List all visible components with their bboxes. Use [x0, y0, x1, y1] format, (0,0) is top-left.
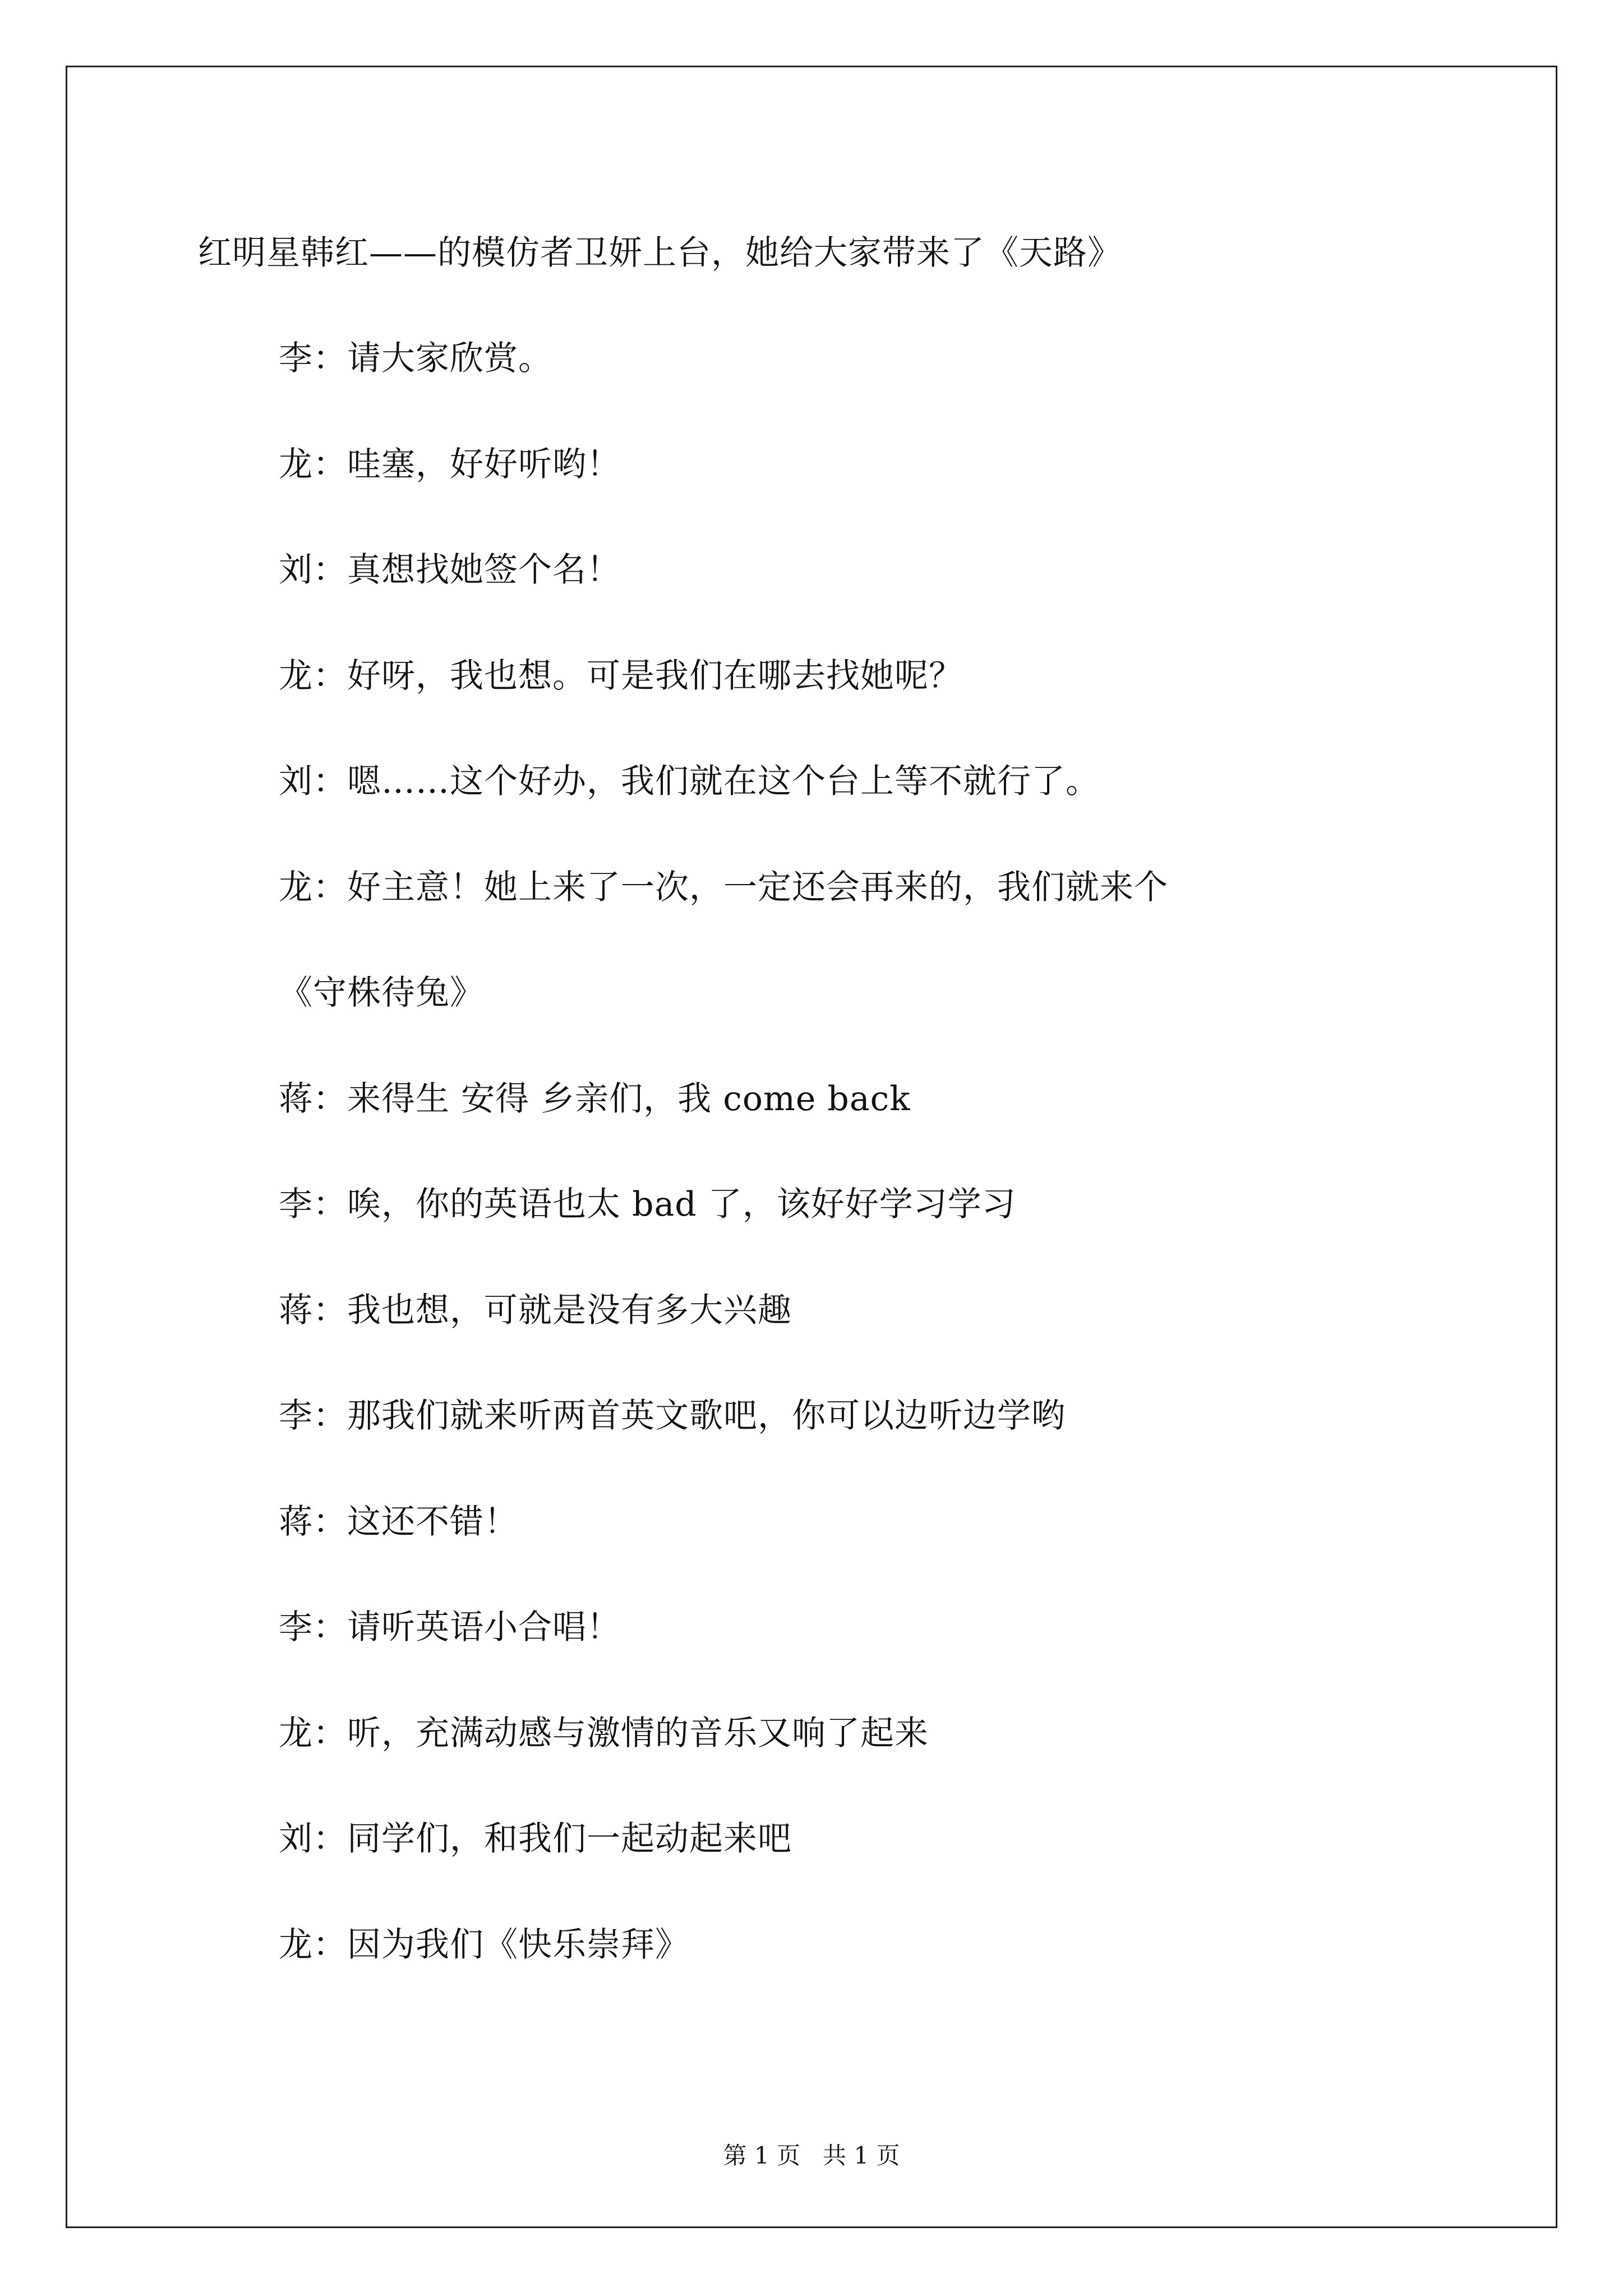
text-line: 红明星韩红——的模仿者卫妍上台，她给大家带来了《天路》 [198, 233, 1122, 273]
dialogue-line: 龙：好主意！她上来了一次，一定还会再来的，我们就来个 [279, 868, 1168, 907]
dialogue-line: 刘：同学们，和我们一起动起来吧 [279, 1819, 792, 1858]
dialogue-line: 蒋：这还不错！ [279, 1502, 518, 1542]
page-border [66, 66, 1557, 2228]
dialogue-line: 龙：听，充满动感与激情的音乐又响了起来 [279, 1714, 929, 1753]
dialogue-line: 龙：好呀，我也想。可是我们在哪去找她呢？ [279, 656, 963, 696]
dialogue-line: 李：那我们就来听两首英文歌吧，你可以边听边学哟 [279, 1396, 1066, 1435]
dialogue-line: 李：请大家欣赏。 [279, 339, 552, 378]
dialogue-line-continuation: 《守株待兔》 [279, 973, 484, 1013]
page-number-footer: 第 1 页 共 1 页 [723, 2142, 900, 2169]
dialogue-line: 刘：嗯……这个好办，我们就在这个台上等不就行了。 [279, 762, 1100, 801]
dialogue-line: 龙：哇塞，好好听哟！ [279, 445, 621, 484]
dialogue-line: 龙：因为我们《快乐崇拜》 [279, 1925, 689, 1964]
dialogue-line: 李：唉，你的英语也太 bad 了，该好好学习学习 [279, 1185, 1016, 1224]
dialogue-line: 蒋：来得生 安得 乡亲们，我 come back [279, 1079, 911, 1119]
dialogue-line: 李：请听英语小合唱！ [279, 1608, 621, 1647]
dialogue-line: 刘：真想找她签个名！ [279, 550, 621, 590]
dialogue-line: 蒋：我也想，可就是没有多大兴趣 [279, 1291, 792, 1330]
